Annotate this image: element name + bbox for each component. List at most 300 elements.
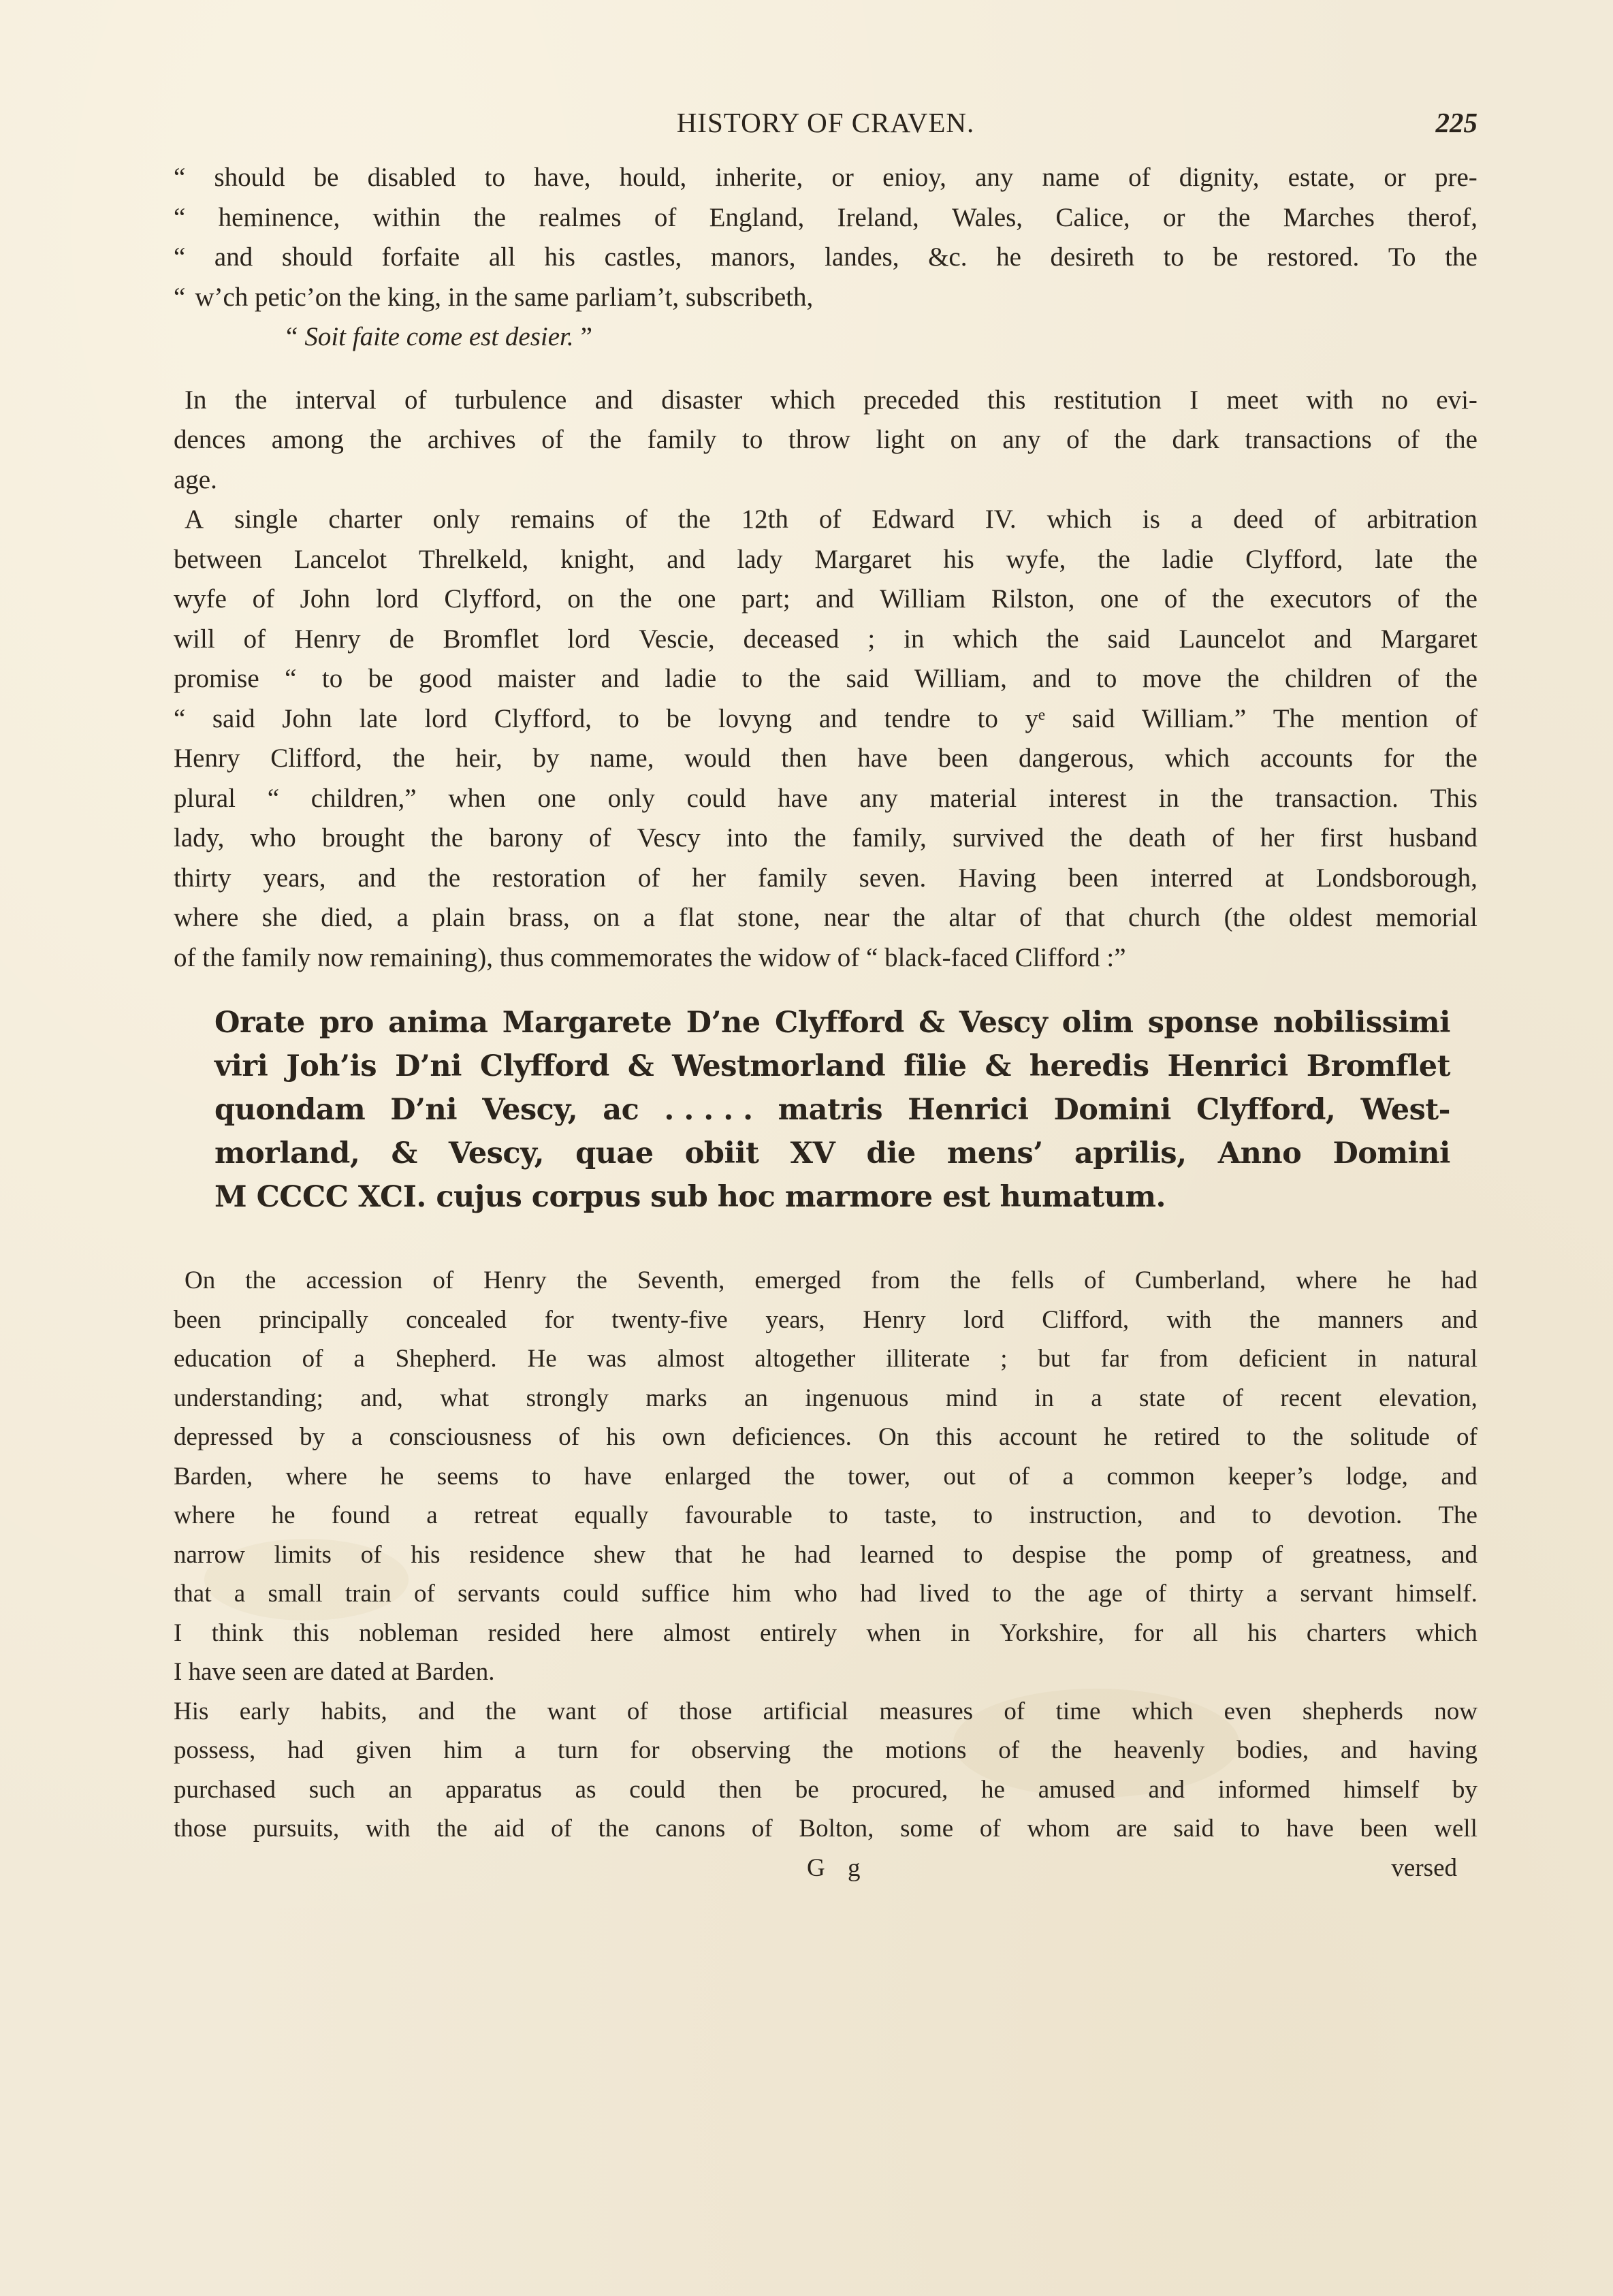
word: the [1445,425,1478,454]
word: a [1266,1580,1278,1608]
word: he [1387,1266,1411,1294]
word: devotion. [1307,1501,1403,1529]
word: the [485,1697,517,1725]
word: William, [914,664,1007,693]
word: and [1148,1775,1185,1804]
word: In [185,385,207,415]
word: lord [375,584,419,613]
word: Henry [174,744,240,773]
soit-faite-line [174,317,1478,357]
word: had [794,1540,831,1569]
word: flat [678,903,714,932]
word: of [1212,823,1234,852]
word: bodies, [1236,1736,1309,1764]
word: said [212,703,255,733]
word: interval [295,385,377,415]
word: preceded [863,385,959,415]
word: anima [388,1006,488,1040]
word: strongly [526,1384,609,1412]
word: of [558,1423,580,1451]
word: with [1306,385,1354,415]
word: twenty-five [611,1305,728,1334]
word: XV [790,1136,835,1170]
word: from [1159,1345,1209,1373]
word: the [788,664,821,693]
word: where [1296,1266,1358,1294]
word: of [1084,1266,1105,1294]
word: turn [557,1736,598,1764]
word: heavenly [1113,1736,1205,1764]
word: understanding; [174,1384,323,1412]
word: throw [788,425,850,454]
word: move [1142,664,1202,693]
word: which [770,385,835,415]
word: could [629,1775,686,1804]
word: pre- [1434,163,1478,192]
word: children,” [310,783,417,813]
word: de [389,624,415,654]
word: age [1087,1580,1123,1608]
word: realmes [539,202,622,232]
word: Lancelot [293,544,387,574]
paragraph-early-habits [174,1692,1478,1849]
word: to [1251,1501,1272,1529]
word: in [1034,1384,1054,1412]
word: by [532,744,560,773]
word: the [436,1815,468,1843]
word: hould, [619,163,687,192]
word: Bromflet [1306,1049,1450,1083]
word: fells [1010,1266,1055,1294]
word: Vescy, [482,1093,578,1127]
word: the [430,823,464,852]
word: “ [267,783,280,813]
word: archives [427,425,516,454]
word: which [1164,744,1230,773]
word: she [261,903,298,932]
word: had [1441,1266,1478,1294]
word: the [677,505,711,534]
word: servants [458,1580,541,1608]
word: the [473,202,507,232]
word: of [302,1345,323,1373]
text-line [174,1001,1478,1045]
word: & [627,1049,654,1083]
word: West- [1360,1093,1450,1127]
word: Henry [863,1305,926,1334]
close-quote: ” [580,322,592,351]
word: of [818,505,842,534]
word: of [1397,584,1420,613]
word: the [823,1736,854,1764]
word: of [1262,1540,1283,1569]
word: Edward [872,505,955,534]
word: be [313,163,339,192]
word: Cumberland, [1134,1266,1266,1294]
word: of [1008,1462,1030,1490]
word: retired [1154,1423,1220,1451]
text-line [174,1457,1478,1497]
word: this [936,1423,972,1451]
word: principally [259,1305,368,1334]
word: far [1100,1345,1129,1373]
word: where [285,1462,347,1490]
word: heminence, [218,202,340,232]
word: and [1441,1305,1478,1334]
page-footer [174,1849,1478,1888]
word: name [1042,163,1100,192]
text-line [174,540,1478,580]
word: all [1192,1619,1218,1647]
word: had [860,1580,897,1608]
word: to [1163,242,1184,272]
word: & [391,1136,417,1170]
word: matris [778,1093,883,1127]
text-line [174,1379,1478,1418]
word: said [1173,1815,1214,1843]
word: ingenuous [805,1384,909,1412]
word: a [353,1345,365,1373]
word: keeper’s [1228,1462,1313,1490]
word: of [551,1815,572,1843]
word: first [1320,823,1363,852]
word: to [973,1501,993,1529]
word: maister [497,664,576,693]
brass-inscription [174,1001,1478,1219]
word: transaction. [1275,783,1399,813]
word: have [1286,1815,1334,1843]
word: D’ni [395,1049,462,1083]
word: manors, [710,242,796,272]
word: depressed [174,1423,273,1451]
text-line [174,1045,1478,1088]
word: and [818,703,858,733]
word: could [562,1580,619,1608]
word: Calice, [1055,202,1130,232]
word: no [1382,385,1409,415]
word: on [567,584,594,613]
word: that [1065,903,1105,932]
word: ladie [1162,544,1214,574]
word: viri [214,1049,268,1083]
word: or [1384,163,1406,192]
word: for [544,1305,574,1334]
word: the [1226,664,1260,693]
word: On [185,1266,216,1294]
word: limits [274,1540,332,1569]
word: own [662,1423,706,1451]
word: deceased [743,624,840,654]
word: Marches [1283,202,1375,232]
word: to [977,703,998,733]
word: and, [360,1384,403,1412]
word: obiit [684,1136,759,1170]
word: pursuits, [253,1815,340,1843]
text-line [174,1261,1478,1301]
word: mention [1341,703,1428,733]
text-line [174,579,1478,620]
word: been [174,1305,221,1334]
word: where [174,1501,236,1529]
word: what [440,1384,490,1412]
word: then [718,1775,762,1804]
word: would [684,744,751,773]
signature-mark: G g [807,1853,869,1882]
word: that [174,1580,212,1608]
word: the [1292,1423,1324,1451]
word: sponse [1147,1006,1259,1040]
word: artificial [763,1697,848,1725]
word: amused [1038,1775,1115,1804]
word: the [619,584,652,613]
word: of [625,505,648,534]
text-line [174,1574,1478,1614]
word: and [357,863,396,893]
word: be [795,1775,819,1804]
word: suffice [641,1580,710,1608]
word: whom [1027,1815,1090,1843]
text-line [174,818,1478,859]
word: of [360,1540,382,1569]
word: a [643,903,656,932]
word: ac [603,1093,639,1127]
word: here [590,1619,634,1647]
word: any [975,163,1014,192]
word: Margaret [814,544,912,574]
word: who [794,1580,837,1608]
text-line [174,1770,1478,1810]
text-line [174,1809,1478,1849]
word: to [484,163,506,192]
word: when [448,783,506,813]
word: could [686,783,746,813]
word: the [1034,1580,1066,1608]
word: part; [741,584,790,613]
text-line [174,699,1478,739]
word: said [1107,624,1151,654]
word: shepherds [1302,1697,1403,1725]
word: he [981,1775,1005,1804]
word: of [1128,163,1151,192]
word: He [527,1345,557,1373]
word: deficient [1239,1345,1327,1373]
word: lord [567,624,611,654]
word: Wales, [951,202,1023,232]
word: possess, [174,1736,256,1764]
word: where [174,903,239,932]
word: dignity, [1179,163,1260,192]
word: one [677,584,716,613]
word: charter [328,505,402,534]
word: Vescy, [448,1136,544,1170]
text-line [174,739,1478,779]
word: emerged [754,1266,842,1294]
word: those [679,1697,733,1725]
paragraph-charter [174,500,1478,978]
word: be [368,664,394,693]
word: and [1179,1501,1216,1529]
word: him [732,1580,771,1608]
word: have [857,744,908,773]
word: and [1441,1540,1478,1569]
word: “ [174,202,186,232]
word: enlarged [665,1462,751,1490]
word: A [185,505,204,534]
word: Margarete [502,1006,672,1040]
word: of [1004,1697,1025,1725]
word: and [601,664,639,693]
word: solitude [1350,1423,1430,1451]
word: Bromflet [443,624,539,654]
word: narrow [174,1540,245,1569]
word: by [299,1423,325,1451]
word: meet [1226,385,1279,415]
word: The [1273,703,1315,733]
word: stone, [737,903,801,932]
word: been [1360,1815,1408,1843]
word: D’ni [390,1093,458,1127]
word: of [1456,1423,1478,1451]
word: to [741,664,763,693]
word: in [951,1619,970,1647]
word: he [271,1501,296,1529]
word: I [1189,385,1199,415]
word: train [345,1580,392,1608]
word: to [531,1462,552,1490]
word: a [351,1423,363,1451]
word: habits, [321,1697,387,1725]
word: disaster [661,385,743,415]
word: Margaret [1380,624,1478,654]
word: years, [263,863,326,893]
word: entirely [760,1619,837,1647]
word: Rilston, [991,584,1075,613]
word: the [1098,544,1130,574]
word: arbitration [1367,505,1478,534]
word: . . . . . [664,1093,753,1127]
word: which [953,624,1018,654]
word: “ [174,242,186,272]
word: children [1285,664,1372,693]
word: and [667,544,705,574]
royal-assent-text: Soit faite come est desier. [304,322,574,351]
word: the [950,1266,981,1294]
page-header [174,101,1478,148]
word: only [432,505,480,534]
word: time [1055,1697,1101,1725]
running-title: HISTORY OF CRAVEN. [676,107,975,138]
word: early [239,1697,290,1725]
word: the [1217,202,1251,232]
word: any [859,783,898,813]
word: deed [1233,505,1283,534]
word: now [1434,1697,1478,1725]
word: evi- [1436,385,1478,415]
word: Clyfford [774,1006,904,1040]
word: thirty [174,863,231,893]
word: a [396,903,409,932]
word: favourable [684,1501,793,1529]
word: This [1430,783,1478,813]
word: himself. [1395,1580,1478,1608]
word: olim [1061,1006,1134,1040]
paragraph-accession [174,1261,1478,1692]
word: mens’ [946,1136,1043,1170]
word: accounts [1260,744,1354,773]
text-line [174,158,1478,198]
word: a [1062,1462,1074,1490]
word: is [1142,505,1160,534]
word: years, [765,1305,825,1334]
word: late [359,703,398,733]
word: “ [285,664,297,693]
word: late [1375,544,1414,574]
word: heredis [1029,1049,1149,1083]
word: the [893,903,925,932]
word: him [443,1736,483,1764]
text-line [174,1692,1478,1732]
word: are [1116,1815,1147,1843]
text-line [174,659,1478,699]
word: Yorkshire, [1000,1619,1104,1647]
word: of [1455,703,1478,733]
word: this [987,385,1026,415]
word: Clyfford, [494,703,592,733]
word: at [1264,863,1284,893]
word: memorial [1375,903,1478,932]
word: informed [1217,1775,1311,1804]
word: lord [963,1305,1004,1334]
word: said [1072,703,1115,733]
text-line [174,620,1478,660]
word: consciousness [389,1423,532,1451]
word: mind [945,1384,997,1412]
word: to [1246,1423,1266,1451]
word: and [214,242,253,272]
word: castles, [604,242,682,272]
word: (the [1224,903,1266,932]
word: which [1416,1619,1478,1647]
word: having [1409,1736,1478,1764]
word: William [880,584,966,613]
word: Domini [1332,1136,1450,1170]
word: the [1445,544,1478,574]
word: the [1115,1540,1147,1569]
word: the [1070,823,1103,852]
word: the [1445,584,1478,613]
word: Vescy [637,823,701,852]
page-number: 225 [1435,107,1478,138]
word: instruction, [1029,1501,1143,1529]
word: ; [867,624,876,654]
word: state [1139,1384,1185,1412]
word: the [428,863,461,893]
text-line [174,1535,1478,1575]
word: those [174,1815,227,1843]
word: Orate [214,1006,305,1040]
word: promise [174,664,259,693]
word: of [654,202,677,232]
word: wyfe [174,584,227,613]
word: in [1158,783,1179,813]
text-line [174,1614,1478,1653]
word: observing [691,1736,791,1764]
word: a [514,1736,526,1764]
word: enioy, [882,163,946,192]
word: resided [488,1619,561,1647]
word: aprilis, [1074,1136,1187,1170]
word: landes, [825,242,899,272]
